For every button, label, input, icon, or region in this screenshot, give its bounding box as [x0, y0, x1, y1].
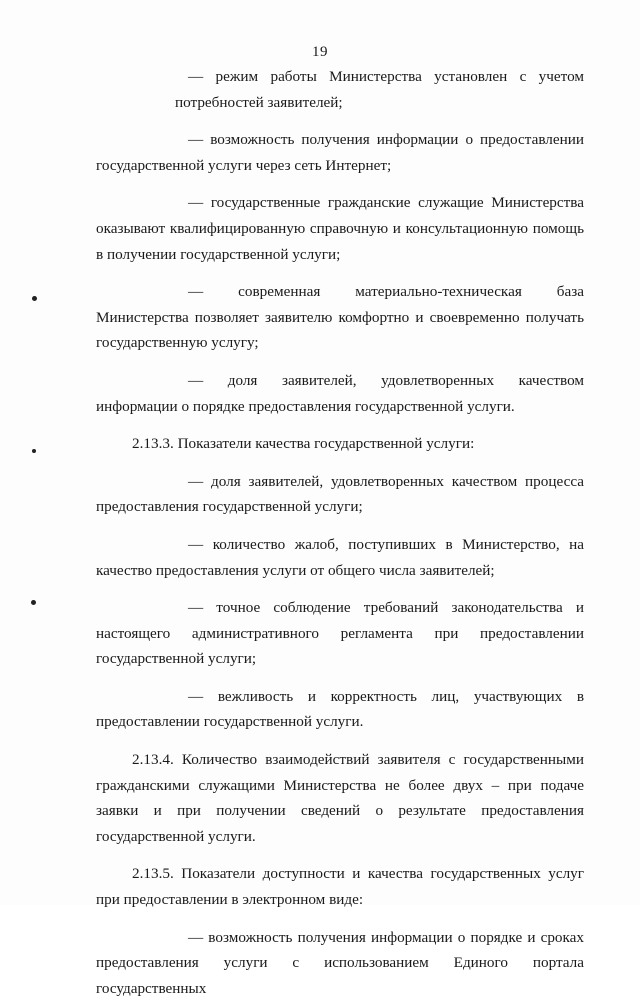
paragraph-politeness: — вежливость и корректность лиц, участвующих в предоставлении государственной услуги. [96, 687, 584, 731]
paragraph-work-schedule [96, 64, 584, 115]
paragraph-2-13-4: 2.13.4. Количество взаимодействий заявителя с государственными гражданскими служащими Министерства не более двух – при подаче заявки и при получении сведений о результате предоставления государственной услуги. [96, 751, 584, 845]
paragraph-process-satisfaction: — доля заявителей, удовлетворенных качеством процесса предоставления государственной услуги; [96, 472, 584, 516]
paragraph-heading-2-13-3: 2.13.3. Показатели качества государственной услуги: [132, 435, 475, 453]
paragraph-line: — режим работы Министерства установлен с учетом [188, 68, 584, 85]
document-body [96, 64, 584, 1001]
paragraph-material-base: — современная материально-техническая база Министерства позволяет заявителю комфортно и своевременно получать государственную услугу; [96, 283, 584, 352]
binder-hole-mark [31, 600, 36, 605]
paragraph-compliance: — точное соблюдение требований законодательства и настоящего административного регламента при предоставлении государственной услуги; [96, 599, 584, 668]
paragraph-portal-info: — возможность получения информации о порядке и сроках предоставления услуги с использованием Единого портала государственных [96, 928, 584, 997]
paragraph-civil-servants-help: — государственные гражданские служащие Министерства оказывают квалифицированную справочную и консультационную помощь в получении государственной услуги; [96, 194, 584, 263]
paragraph-2-13-5: 2.13.5. Показатели доступности и качества государственных услуг при предоставлении в электронном виде: [96, 865, 584, 909]
paragraph-complaints: — количество жалоб, поступивших в Министерство, на качество предоставления услуги от общего числа заявителей; [96, 535, 584, 579]
paragraph-info-satisfaction: — доля заявителей, удовлетворенных качеством информации о порядке предоставления государственной услуги. [96, 371, 584, 415]
binder-hole-mark [32, 449, 36, 453]
binder-hole-mark [32, 296, 37, 301]
page-number: 19 [312, 44, 328, 60]
paragraph-internet-info: — возможность получения информации о предоставлении государственной услуги через сеть Интернет; [96, 131, 584, 174]
paragraph-line: потребностей заявителей; [175, 93, 343, 111]
